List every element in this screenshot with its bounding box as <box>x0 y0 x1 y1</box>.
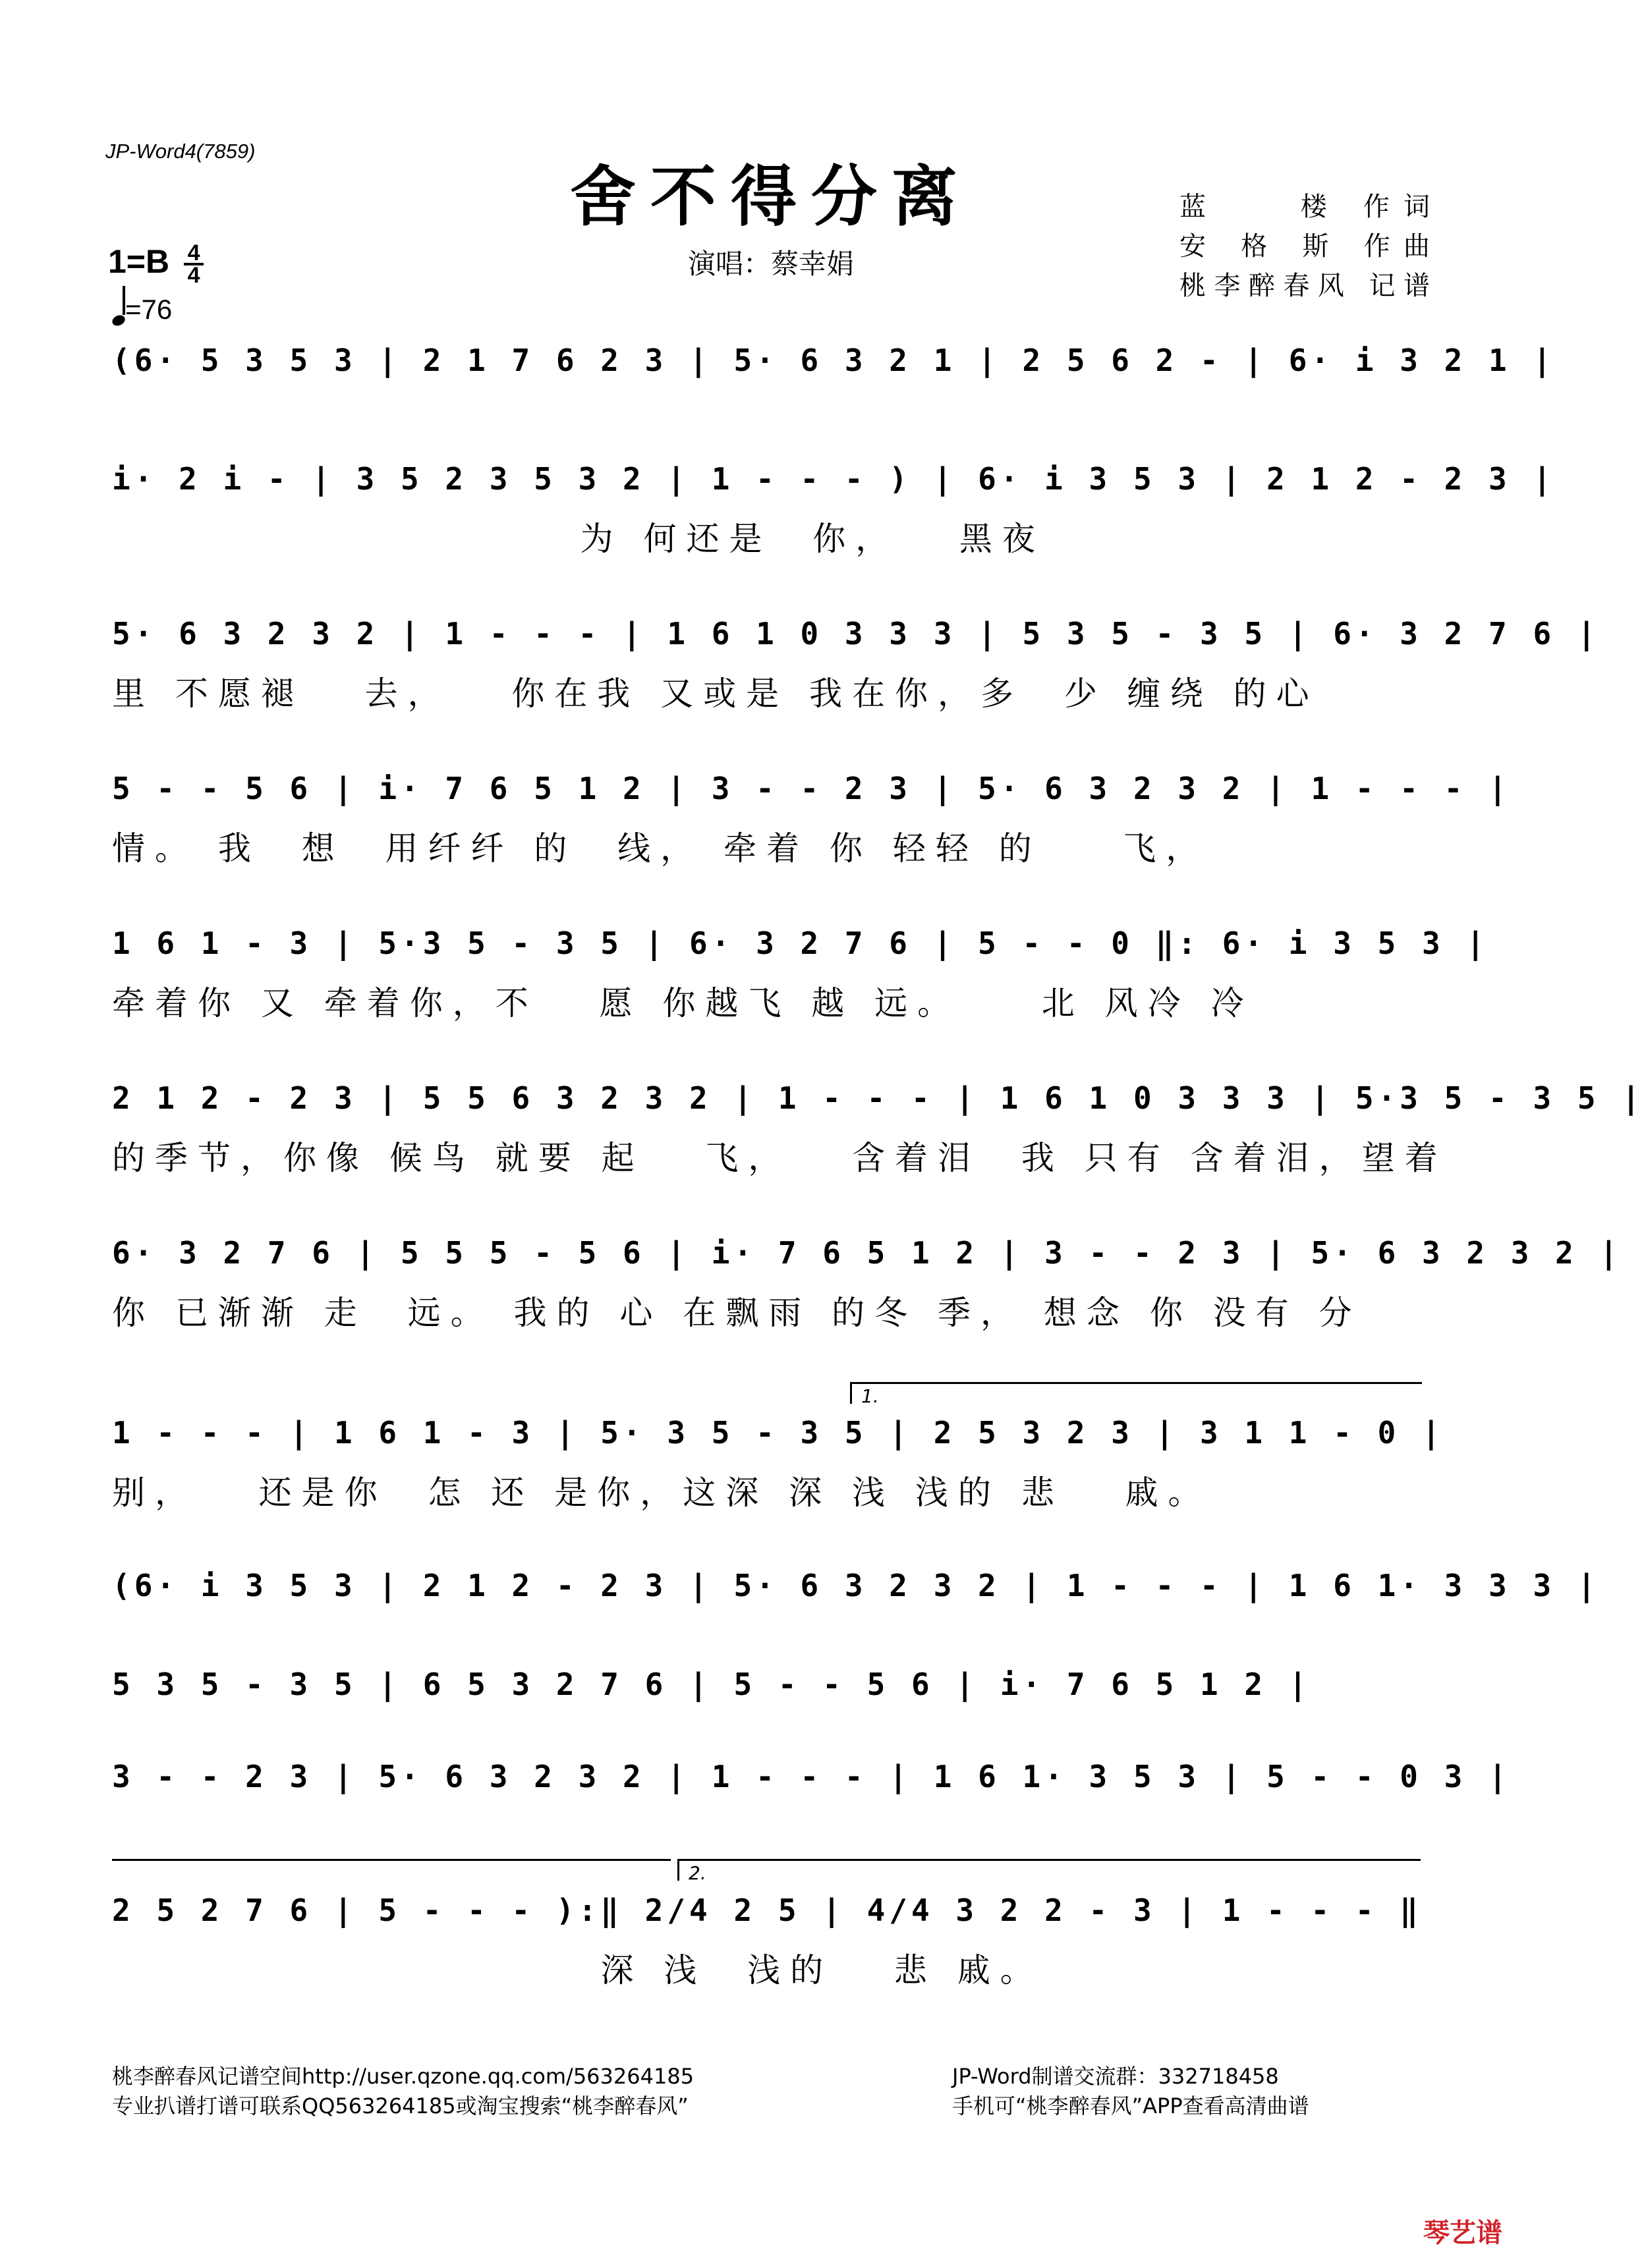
notation-row-6: 2 1 2 - 2 3 | 5 5 6 3 2 3 2 | 1 - - - | 1 6 1 0 3 3 3 | 5·3 5 - 3 5 | <box>112 1080 1644 1116</box>
notation-row-8: 1 - - - | 1 6 1 - 3 | 5· 3 5 - 3 5 | 2 5 3 2 3 | 3 1 1 - 0 | <box>112 1415 1444 1451</box>
notation-row-4: 5 - - 5 6 | i· 7 6 5 1 2 | 3 - - 2 3 | 5· 6 3 2 3 2 | 1 - - - | <box>112 771 1511 806</box>
second-ending-bracket <box>677 1859 1421 1884</box>
footer-right-2: 手机可“桃李醉春风”APP查看高清曲谱 <box>952 2093 1309 2118</box>
tempo-value: =76 <box>125 294 173 325</box>
lyric-row-12: 深 浅 浅的 悲 戚。 <box>112 1951 1043 1989</box>
footer-left-2: 专业扒谱打谱可联系QQ563264185或淘宝搜索“桃李醉春风” <box>112 2093 689 2118</box>
lyric-row-7: 你 已渐渐 走 远。 我的 心 在飘雨 的冬 季， 想念 你 没有 分 <box>112 1294 1362 1332</box>
first-ending-bracket <box>850 1382 1422 1407</box>
notation-row-1: (6· 5 3 5 3 | 2 1 7 6 2 3 | 5· 6 3 2 1 | 2 5 6 2 - | 6· i 3 2 1 | <box>112 343 1556 378</box>
transcriber: 桃李醉春风 记谱 <box>1179 271 1430 301</box>
time-bottom: 4 <box>187 262 200 288</box>
lyricist: 蓝 楼 作词 <box>1179 192 1430 222</box>
notation-row-10: 5 3 5 - 3 5 | 6 5 3 2 7 6 | 5 - - 5 6 | i· 7 6 5 1 2 | <box>112 1667 1311 1702</box>
site-logo: 琴艺谱 <box>1423 2218 1502 2248</box>
notation-row-7: 6· 3 2 7 6 | 5 5 5 - 5 6 | i· 7 6 5 1 2 | 3 - - 2 3 | 5· 6 3 2 3 2 | <box>112 1235 1622 1271</box>
second-ending-label: 2. <box>689 1862 706 1884</box>
lyric-row-6: 的季节，你像 候鸟 就要 起 飞， 含着泪 我 只有 含着泪，望着 <box>112 1139 1448 1177</box>
lyric-row-3: 里 不愿褪 去， 你在我 又或是 我在你，多 少 缠绕 的心 <box>112 675 1319 713</box>
notation-row-2: i· 2 i - | 3 5 2 3 5 3 2 | 1 - - - ) | 6· i 3 5 3 | 2 1 2 - 2 3 | <box>112 461 1556 497</box>
song-title: 舍不得分离 <box>570 157 972 235</box>
lyric-row-5: 牵着你 又 牵着你，不 愿 你越飞 越 远。 北 风冷 冷 <box>112 984 1254 1022</box>
notation-row-9: (6· i 3 5 3 | 2 1 2 - 2 3 | 5· 6 3 2 3 2 | 1 - - - | 1 6 1· 3 3 3 | <box>112 1568 1600 1603</box>
composer: 安 格 斯 作曲 <box>1179 231 1430 262</box>
notation-row-3: 5· 6 3 2 3 2 | 1 - - - | 1 6 1 0 3 3 3 | 5 3 5 - 3 5 | 6· 3 2 7 6 | <box>112 616 1600 651</box>
repeat-rule <box>112 1859 671 1861</box>
notation-row-12: 2 5 2 7 6 | 5 - - - ):‖ 2/4 2 5 | 4/4 3 2 2 - 3 | 1 - - - ‖ <box>112 1893 1422 1928</box>
footer-left-1: 桃李醉春风记谱空间http://user.qzone.qq.com/563264185 <box>112 2064 694 2089</box>
notation-row-5: 1 6 1 - 3 | 5·3 5 - 3 5 | 6· 3 2 7 6 | 5 - - 0 ‖: 6· i 3 5 3 | <box>112 926 1489 961</box>
time-top: 4 <box>187 240 200 265</box>
lyric-row-8: 别， 还是你 怎 还 是你，这深 深 浅 浅的 悲 戚。 <box>112 1474 1211 1512</box>
notation-row-11: 3 - - 2 3 | 5· 6 3 2 3 2 | 1 - - - | 1 6 1· 3 5 3 | 5 - - 0 3 | <box>112 1759 1511 1794</box>
footer-right-1: JP-Word制谱交流群：332718458 <box>952 2064 1279 2089</box>
quarter-note-icon <box>111 313 127 327</box>
lyric-row-2: 为 何还是 你， 黑夜 <box>112 520 1045 558</box>
key-label: 1=B <box>108 243 170 280</box>
first-ending-label: 1. <box>861 1385 879 1407</box>
tempo-marking <box>112 290 172 325</box>
singer: 演唱：蔡幸娟 <box>687 248 854 280</box>
lyric-row-4: 情。 我 想 用纤纤 的 线， 牵着 你 轻轻 的 飞， <box>112 829 1209 868</box>
software-label: JP-Word4(7859) <box>105 140 256 163</box>
